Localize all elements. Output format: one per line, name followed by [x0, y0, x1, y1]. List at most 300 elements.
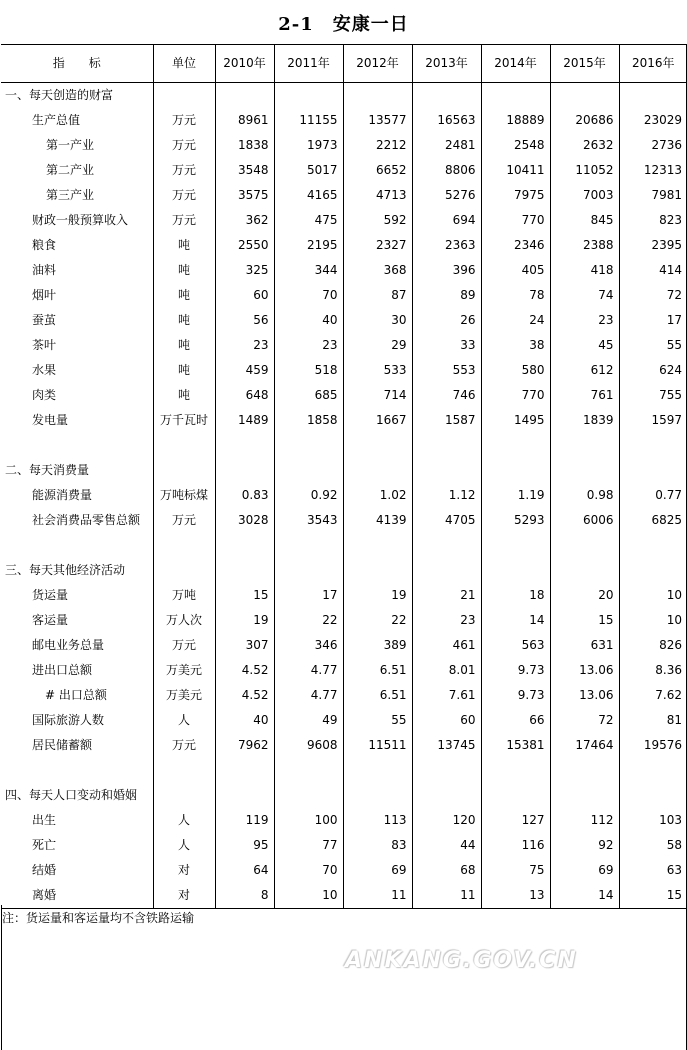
- indicator-name: 结婚: [1, 858, 153, 883]
- value-cell: 15: [550, 608, 619, 633]
- value-cell: [215, 533, 274, 558]
- value-cell: 60: [412, 708, 481, 733]
- value-cell: 70: [274, 283, 343, 308]
- indicator-name: 居民储蓄额: [1, 733, 153, 758]
- value-cell: 40: [215, 708, 274, 733]
- footnote: 注：货运量和客运量均不含铁路运输: [2, 911, 195, 925]
- table-header-row: [1, 45, 687, 83]
- value-cell: 459: [215, 358, 274, 383]
- unit-cell: [153, 758, 215, 783]
- table-row: [1, 608, 687, 633]
- value-cell: 2346: [481, 233, 550, 258]
- value-cell: 0.83: [215, 483, 274, 508]
- value-cell: 23029: [643, 113, 682, 127]
- table-row: [1, 358, 687, 383]
- value-cell: [274, 458, 343, 483]
- value-cell: 648: [215, 383, 274, 408]
- value-cell: [619, 433, 687, 458]
- value-cell: 405: [481, 258, 550, 283]
- page-title: 2-1 安康一日: [278, 14, 409, 35]
- value-cell: 22: [343, 608, 412, 633]
- indicator-name: 邮电业务总量: [1, 633, 153, 658]
- value-cell: [215, 758, 274, 783]
- value-cell: [619, 83, 687, 109]
- value-cell: [215, 783, 274, 808]
- header-unit: 单位: [153, 45, 215, 83]
- value-cell: 45: [550, 333, 619, 358]
- value-cell: 714: [343, 383, 412, 408]
- value-cell: 11511: [343, 733, 412, 758]
- table-row: [1, 383, 687, 408]
- indicator-name: [1, 433, 153, 458]
- value-cell: 23: [215, 333, 274, 358]
- value-cell: 8806: [412, 158, 481, 183]
- value-cell: 23: [412, 608, 481, 633]
- value-cell: [343, 783, 412, 808]
- value-cell: 78: [481, 283, 550, 308]
- indicator-name: 离婚: [1, 883, 153, 909]
- value-cell: [343, 533, 412, 558]
- value-cell: [412, 433, 481, 458]
- indicator-name: 货运量: [1, 583, 153, 608]
- value-cell: 624: [659, 363, 682, 377]
- value-cell: 13: [481, 883, 550, 909]
- value-cell: 5017: [274, 158, 343, 183]
- unit-cell: 吨: [153, 233, 215, 258]
- header-year: 2011年: [274, 45, 343, 83]
- indicator-name: 发电量: [1, 408, 153, 433]
- value-cell: 475: [274, 208, 343, 233]
- header-year: 2014年: [481, 45, 550, 83]
- value-cell: 56: [215, 308, 274, 333]
- value-cell: 3548: [215, 158, 274, 183]
- value-cell: 40: [274, 308, 343, 333]
- value-cell: 0.77: [655, 488, 682, 502]
- unit-cell: 吨: [153, 358, 215, 383]
- value-cell: [481, 533, 550, 558]
- value-cell: 63: [666, 863, 682, 877]
- unit-cell: [153, 558, 215, 583]
- value-cell: 10: [666, 588, 682, 602]
- value-cell: [274, 783, 343, 808]
- value-cell: 74: [550, 283, 619, 308]
- value-cell: 325: [215, 258, 274, 283]
- value-cell: 845: [550, 208, 619, 233]
- value-cell: [481, 758, 550, 783]
- value-cell: 6006: [550, 508, 619, 533]
- unit-cell: 吨: [153, 383, 215, 408]
- value-cell: 9.73: [481, 683, 550, 708]
- table-row: [1, 583, 687, 608]
- value-cell: [619, 533, 687, 558]
- value-cell: 1973: [274, 133, 343, 158]
- value-cell: 1839: [550, 408, 619, 433]
- value-cell: 66: [481, 708, 550, 733]
- indicator-name: 四、每天人口变动和婚姻: [1, 783, 153, 808]
- unit-cell: 万美元: [153, 658, 215, 683]
- indicator-name: 进出口总额: [1, 658, 153, 683]
- table-row: [1, 858, 687, 883]
- value-cell: 15: [215, 583, 274, 608]
- unit-cell: [153, 433, 215, 458]
- unit-cell: [153, 458, 215, 483]
- indicator-name: 生产总值: [1, 108, 153, 133]
- table-row: [1, 308, 687, 333]
- value-cell: 0.92: [274, 483, 343, 508]
- value-cell: [550, 458, 619, 483]
- value-cell: 20686: [550, 108, 619, 133]
- value-cell: [215, 433, 274, 458]
- value-cell: 75: [481, 858, 550, 883]
- value-cell: 2548: [481, 133, 550, 158]
- value-cell: [550, 558, 619, 583]
- statistics-table: [1, 44, 687, 909]
- value-cell: 7003: [550, 183, 619, 208]
- value-cell: 2481: [412, 133, 481, 158]
- value-cell: 1489: [215, 408, 274, 433]
- value-cell: 7.61: [412, 683, 481, 708]
- blank-row: [1, 433, 687, 458]
- value-cell: 89: [412, 283, 481, 308]
- table-row: [1, 833, 687, 858]
- value-cell: 414: [659, 263, 682, 277]
- value-cell: 3575: [215, 183, 274, 208]
- indicator-name: 出生: [1, 808, 153, 833]
- value-cell: 4713: [343, 183, 412, 208]
- value-cell: 8: [215, 883, 274, 909]
- unit-cell: 万元: [153, 108, 215, 133]
- table-row: [1, 283, 687, 308]
- value-cell: 3028: [215, 508, 274, 533]
- indicator-name: 第二产业: [1, 158, 153, 183]
- value-cell: 49: [274, 708, 343, 733]
- unit-cell: 人: [153, 708, 215, 733]
- value-cell: 563: [481, 633, 550, 658]
- value-cell: [412, 783, 481, 808]
- value-cell: [274, 533, 343, 558]
- section-row: [1, 783, 687, 808]
- table-row: [1, 158, 687, 183]
- value-cell: 19: [343, 583, 412, 608]
- table-row: [1, 233, 687, 258]
- value-cell: 10: [274, 883, 343, 909]
- value-cell: 23: [274, 333, 343, 358]
- value-cell: [215, 558, 274, 583]
- value-cell: 95: [215, 833, 274, 858]
- value-cell: [619, 458, 687, 483]
- value-cell: 17: [666, 313, 682, 327]
- unit-cell: 万元: [153, 158, 215, 183]
- value-cell: 19576: [643, 738, 682, 752]
- value-cell: 119: [215, 808, 274, 833]
- value-cell: 362: [215, 208, 274, 233]
- value-cell: [550, 758, 619, 783]
- value-cell: 1.12: [412, 483, 481, 508]
- header-year: 2013年: [412, 45, 481, 83]
- value-cell: 631: [550, 633, 619, 658]
- indicator-name: [1, 533, 153, 558]
- value-cell: [274, 558, 343, 583]
- value-cell: 3543: [274, 508, 343, 533]
- value-cell: 77: [274, 833, 343, 858]
- value-cell: 29: [343, 333, 412, 358]
- value-cell: 4705: [412, 508, 481, 533]
- value-cell: 68: [412, 858, 481, 883]
- value-cell: 11155: [274, 108, 343, 133]
- value-cell: 1.19: [481, 483, 550, 508]
- site-watermark: ANKANG.GOV.CN: [345, 948, 578, 973]
- value-cell: 7975: [481, 183, 550, 208]
- value-cell: 23: [550, 308, 619, 333]
- value-cell: 612: [550, 358, 619, 383]
- value-cell: 6.51: [343, 658, 412, 683]
- value-cell: 2195: [274, 233, 343, 258]
- value-cell: [481, 433, 550, 458]
- value-cell: 21: [412, 583, 481, 608]
- value-cell: 4.77: [274, 658, 343, 683]
- value-cell: 38: [481, 333, 550, 358]
- indicator-name: 茶叶: [1, 333, 153, 358]
- value-cell: 19: [215, 608, 274, 633]
- value-cell: [481, 83, 550, 109]
- unit-cell: 吨: [153, 258, 215, 283]
- unit-cell: [153, 783, 215, 808]
- value-cell: [619, 783, 687, 808]
- indicator-name: 国际旅游人数: [1, 708, 153, 733]
- value-cell: 2632: [550, 133, 619, 158]
- value-cell: 69: [550, 858, 619, 883]
- header-year: 2015年: [550, 45, 619, 83]
- unit-cell: 万元: [153, 733, 215, 758]
- value-cell: 17: [274, 583, 343, 608]
- value-cell: 22: [274, 608, 343, 633]
- value-cell: 58: [666, 838, 682, 852]
- value-cell: 112: [550, 808, 619, 833]
- indicator-name: 蚕茧: [1, 308, 153, 333]
- unit-cell: 万元: [153, 183, 215, 208]
- table-row: [1, 658, 687, 683]
- value-cell: [412, 558, 481, 583]
- value-cell: [412, 83, 481, 109]
- header-year: 2012年: [343, 45, 412, 83]
- value-cell: 685: [274, 383, 343, 408]
- value-cell: 15: [619, 883, 687, 909]
- value-cell: 44: [412, 833, 481, 858]
- value-cell: [343, 558, 412, 583]
- value-cell: 0.98: [550, 483, 619, 508]
- value-cell: 8.36: [655, 663, 682, 677]
- value-cell: 70: [274, 858, 343, 883]
- indicator-name: 第三产业: [1, 183, 153, 208]
- value-cell: 16563: [412, 108, 481, 133]
- indicator-name: # 出口总额: [1, 683, 153, 708]
- value-cell: [619, 558, 687, 583]
- value-cell: 1838: [215, 133, 274, 158]
- frame-left-border: [1, 905, 2, 1050]
- value-cell: 18: [481, 583, 550, 608]
- value-cell: 761: [550, 383, 619, 408]
- indicator-name: 第一产业: [1, 133, 153, 158]
- table-row: [1, 408, 687, 433]
- value-cell: 1495: [481, 408, 550, 433]
- value-cell: 1587: [412, 408, 481, 433]
- value-cell: 17464: [550, 733, 619, 758]
- value-cell: [550, 433, 619, 458]
- value-cell: 6652: [343, 158, 412, 183]
- value-cell: 11: [412, 883, 481, 909]
- value-cell: 2212: [343, 133, 412, 158]
- value-cell: [343, 433, 412, 458]
- unit-cell: 万吨: [153, 583, 215, 608]
- value-cell: 6.51: [343, 683, 412, 708]
- value-cell: 770: [481, 383, 550, 408]
- value-cell: 823: [659, 213, 682, 227]
- table-body: [1, 83, 687, 909]
- value-cell: 60: [215, 283, 274, 308]
- indicator-name: 油料: [1, 258, 153, 283]
- value-cell: 11052: [550, 158, 619, 183]
- section-row: [1, 83, 687, 109]
- table-row: [1, 183, 687, 208]
- value-cell: 127: [481, 808, 550, 833]
- value-cell: 368: [343, 258, 412, 283]
- value-cell: 418: [550, 258, 619, 283]
- value-cell: 81: [666, 713, 682, 727]
- value-cell: 4.52: [215, 658, 274, 683]
- value-cell: [412, 533, 481, 558]
- unit-cell: 万人次: [153, 608, 215, 633]
- unit-cell: 对: [153, 883, 215, 909]
- value-cell: 389: [343, 633, 412, 658]
- value-cell: [412, 758, 481, 783]
- value-cell: [550, 783, 619, 808]
- value-cell: 14: [481, 608, 550, 633]
- value-cell: 1597: [651, 413, 682, 427]
- value-cell: [215, 83, 274, 109]
- value-cell: [481, 458, 550, 483]
- header-indicator: 指 标: [1, 45, 153, 83]
- value-cell: [619, 758, 687, 783]
- indicator-name: 粮食: [1, 233, 153, 258]
- unit-cell: 万元: [153, 633, 215, 658]
- unit-cell: [153, 83, 215, 109]
- indicator-name: 肉类: [1, 383, 153, 408]
- value-cell: [274, 83, 343, 109]
- value-cell: 55: [666, 338, 682, 352]
- value-cell: 72: [550, 708, 619, 733]
- indicator-name: 三、每天其他经济活动: [1, 558, 153, 583]
- value-cell: 4165: [274, 183, 343, 208]
- value-cell: 13.06: [550, 683, 619, 708]
- value-cell: [274, 758, 343, 783]
- value-cell: 553: [412, 358, 481, 383]
- indicator-name: 社会消费品零售总额: [1, 508, 153, 533]
- value-cell: 2363: [412, 233, 481, 258]
- value-cell: [274, 433, 343, 458]
- blank-row: [1, 533, 687, 558]
- value-cell: 24: [481, 308, 550, 333]
- value-cell: 8.01: [412, 658, 481, 683]
- value-cell: 72: [666, 288, 682, 302]
- value-cell: 4.77: [274, 683, 343, 708]
- value-cell: 92: [550, 833, 619, 858]
- value-cell: 9.73: [481, 658, 550, 683]
- value-cell: 770: [481, 208, 550, 233]
- table-row: [1, 633, 687, 658]
- value-cell: 13.06: [550, 658, 619, 683]
- value-cell: 7.62: [655, 688, 682, 702]
- value-cell: 33: [412, 333, 481, 358]
- table-row: [1, 258, 687, 283]
- unit-cell: 人: [153, 808, 215, 833]
- value-cell: 461: [412, 633, 481, 658]
- value-cell: 2550: [215, 233, 274, 258]
- value-cell: [343, 758, 412, 783]
- value-cell: 13577: [343, 108, 412, 133]
- value-cell: 103: [659, 813, 682, 827]
- unit-cell: 吨: [153, 333, 215, 358]
- value-cell: 100: [274, 808, 343, 833]
- value-cell: 30: [343, 308, 412, 333]
- value-cell: 307: [215, 633, 274, 658]
- value-cell: 2327: [343, 233, 412, 258]
- value-cell: [412, 458, 481, 483]
- indicator-name: 烟叶: [1, 283, 153, 308]
- value-cell: [215, 458, 274, 483]
- header-year: 2010年: [215, 45, 274, 83]
- value-cell: 120: [412, 808, 481, 833]
- value-cell: 5293: [481, 508, 550, 533]
- unit-cell: 人: [153, 833, 215, 858]
- value-cell: 396: [412, 258, 481, 283]
- indicator-name: 水果: [1, 358, 153, 383]
- unit-cell: 对: [153, 858, 215, 883]
- value-cell: 7981: [651, 188, 682, 202]
- value-cell: 746: [412, 383, 481, 408]
- value-cell: 20: [550, 583, 619, 608]
- unit-cell: 万美元: [153, 683, 215, 708]
- value-cell: 580: [481, 358, 550, 383]
- value-cell: 26: [412, 308, 481, 333]
- header-year: 2016年: [619, 45, 687, 83]
- indicator-name: 能源消费量: [1, 483, 153, 508]
- value-cell: 755: [659, 388, 682, 402]
- value-cell: 8961: [215, 108, 274, 133]
- indicator-name: 二、每天消费量: [1, 458, 153, 483]
- table-row: [1, 208, 687, 233]
- value-cell: [550, 83, 619, 109]
- table-row: [1, 733, 687, 758]
- value-cell: 69: [343, 858, 412, 883]
- value-cell: 1667: [343, 408, 412, 433]
- value-cell: 533: [343, 358, 412, 383]
- value-cell: 5276: [412, 183, 481, 208]
- value-cell: 2736: [651, 138, 682, 152]
- indicator-name: 财政一般预算收入: [1, 208, 153, 233]
- value-cell: 11: [343, 883, 412, 909]
- value-cell: 64: [215, 858, 274, 883]
- indicator-name: 死亡: [1, 833, 153, 858]
- value-cell: 10411: [481, 158, 550, 183]
- value-cell: 1858: [274, 408, 343, 433]
- unit-cell: 万吨标煤: [153, 483, 215, 508]
- value-cell: 18889: [481, 108, 550, 133]
- table-row: [1, 133, 687, 158]
- value-cell: [343, 458, 412, 483]
- value-cell: 14: [550, 883, 619, 909]
- value-cell: 1.02: [343, 483, 412, 508]
- unit-cell: 吨: [153, 308, 215, 333]
